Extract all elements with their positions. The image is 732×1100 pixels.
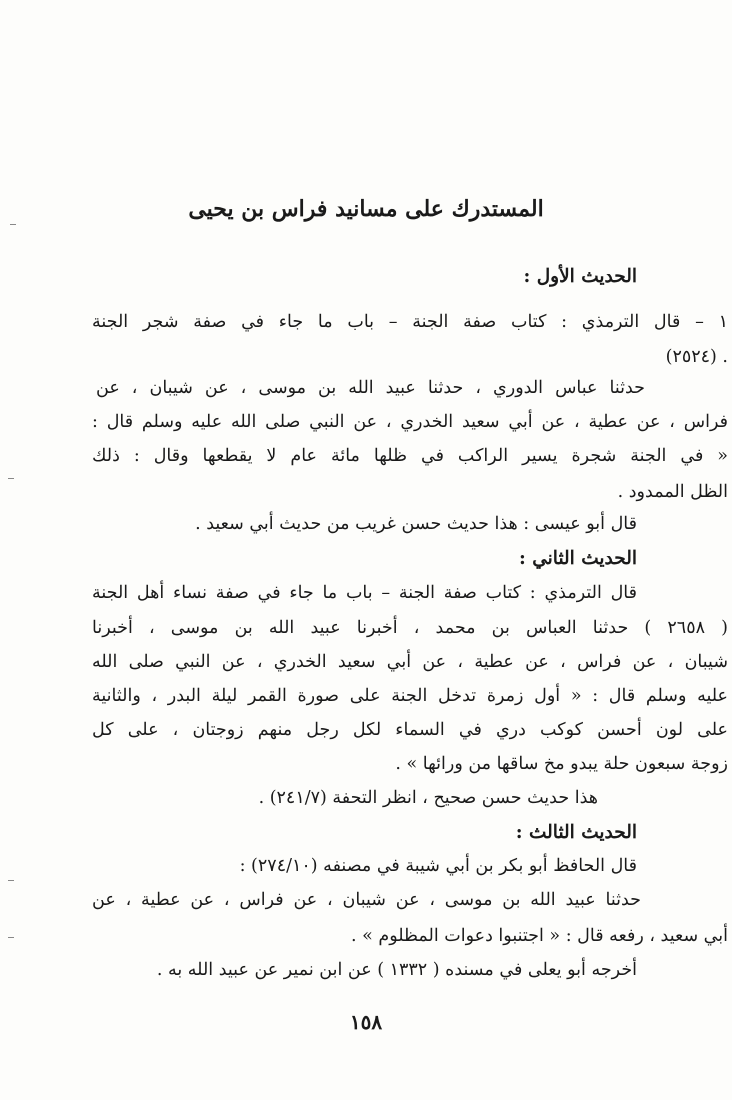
text-line: هذا حديث حسن صحيح ، انظر التحفة (٢٤١/٧) . xyxy=(258,788,598,808)
text-line: قال الحافظ أبو بكر بن أبي شيبة في مصنفه (٢٧٤/١٠) : xyxy=(239,856,637,876)
heading-first-hadith: الحديث الأول : xyxy=(523,266,637,287)
page-number: ١٥٨ xyxy=(349,1010,383,1034)
margin-mark xyxy=(8,880,14,881)
page-title: المستدرك على مسانيد فراس بن يحيى xyxy=(188,196,544,222)
margin-mark xyxy=(8,478,14,479)
text-line: حدثنا عباس الدوري ، حدثنا عبيد الله بن موسى ، عن شيبان ، عن xyxy=(96,378,645,398)
heading-second-hadith: الحديث الثاني : xyxy=(518,548,637,569)
text-line: قال الترمذي : كتاب صفة الجنة – باب ما جاء في صفة نساء أهل الجنة xyxy=(92,583,637,603)
text-line: أخرجه أبو يعلى في مسنده ( ١٣٣٢ ) عن ابن نمير عن عبيد الله به . xyxy=(156,960,637,980)
text-line: حدثنا عبيد الله بن موسى ، عن شيبان ، عن فراس ، عن عطية ، عن xyxy=(92,890,641,910)
text-line: « في الجنة شجرة يسير الراكب في ظلها مائة عام لا يقطعها وقال : ذلك xyxy=(92,446,728,466)
text-line: عليه وسلم قال : « أول زمرة تدخل الجنة على صورة القمر ليلة البدر ، والثانية xyxy=(92,686,728,706)
text-line: قال أبو عيسى : هذا حديث حسن غريب من حديث أبي سعيد . xyxy=(195,514,637,534)
heading-third-hadith: الحديث الثالث : xyxy=(515,822,637,843)
text-line: أبي سعيد ، رفعه قال : « اجتنبوا دعوات المظلوم » . xyxy=(350,926,728,946)
text-line: فراس ، عن عطية ، عن أبي سعيد الخدري ، عن النبي صلى الله عليه وسلم قال : xyxy=(92,412,728,432)
text-line: . (٢٥٢٤) xyxy=(665,347,728,367)
text-line: ( ٢٦٥٨ ) حدثنا العباس بن محمد ، أخبرنا عبيد الله بن موسى ، أخبرنا xyxy=(92,618,728,638)
margin-mark xyxy=(8,937,14,938)
text-line: زوجة سبعون حلة يبدو مخ ساقها من ورائها » . xyxy=(395,754,728,774)
text-line: شيبان ، عن فراس ، عن عطية ، عن أبي سعيد الخدري ، عن النبي صلى الله xyxy=(92,652,728,672)
margin-mark xyxy=(10,224,16,225)
text-line: الظل الممدود . xyxy=(617,482,728,502)
text-line: ١ – قال الترمذي : كتاب صفة الجنة – باب ما جاء في صفة شجر الجنة xyxy=(92,312,728,332)
text-line: على لون أحسن كوكب دري في السماء لكل رجل منهم زوجتان ، على كل xyxy=(92,720,728,740)
